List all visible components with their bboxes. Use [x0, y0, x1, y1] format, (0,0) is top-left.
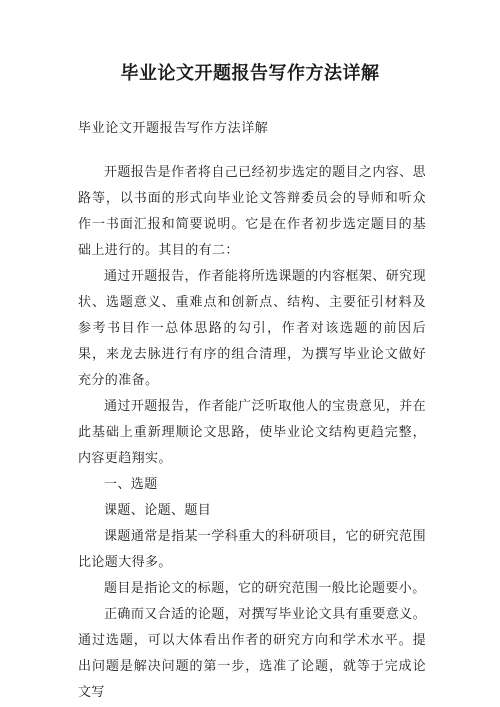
paragraph-subject: 课题通常是指某一学科重大的科研项目，它的研究范围比论题大得多。 — [78, 529, 426, 570]
paragraph-purpose-two: 通过开题报告，作者能广泛听取他人的宝贵意见，并在此基础上重新理顺论文思路，使毕业论文结构更趋完整，内容更趋翔实。 — [78, 399, 426, 466]
paragraph-topic-importance: 正确而又合适的论题，对撰写毕业论文具有重要意义。通过选题，可以大体看出作者的研究方向和学术水平。提出问题是解决问题的第一步，选准了论题，就等于完成论文写 — [78, 607, 426, 700]
subheading-topic-terms: 课题、论题、题目 — [104, 503, 212, 518]
document-title: 毕业论文开题报告写作方法详解 — [120, 63, 380, 84]
section-heading-topic: 一、选题 — [104, 477, 158, 492]
paragraph-intro: 开题报告是作者将自己已经初步选定的题目之内容、思路等，以书面的形式向毕业论文答辩委员会的导师和听众作一书面汇报和简要说明。它是在作者初步选定题目的基础上进行的。其目的有二： — [78, 165, 426, 258]
document-subtitle: 毕业论文开题报告写作方法详解 — [78, 121, 269, 136]
document-body — [78, 160, 426, 706]
paragraph-title-definition: 题目是指论文的标题，它的研究范围一般比论题要小。 — [104, 581, 426, 596]
paragraph-purpose-one: 通过开题报告，作者能将所选课题的内容框架、研究现状、选题意义、重难点和创新点、结构、主要征引材料及参考书目作一总体思路的勾引，作者对该选题的前因后果，来龙去脉进行有序的组合清理，为撰写毕业论文做好充分的准备。 — [78, 269, 426, 388]
